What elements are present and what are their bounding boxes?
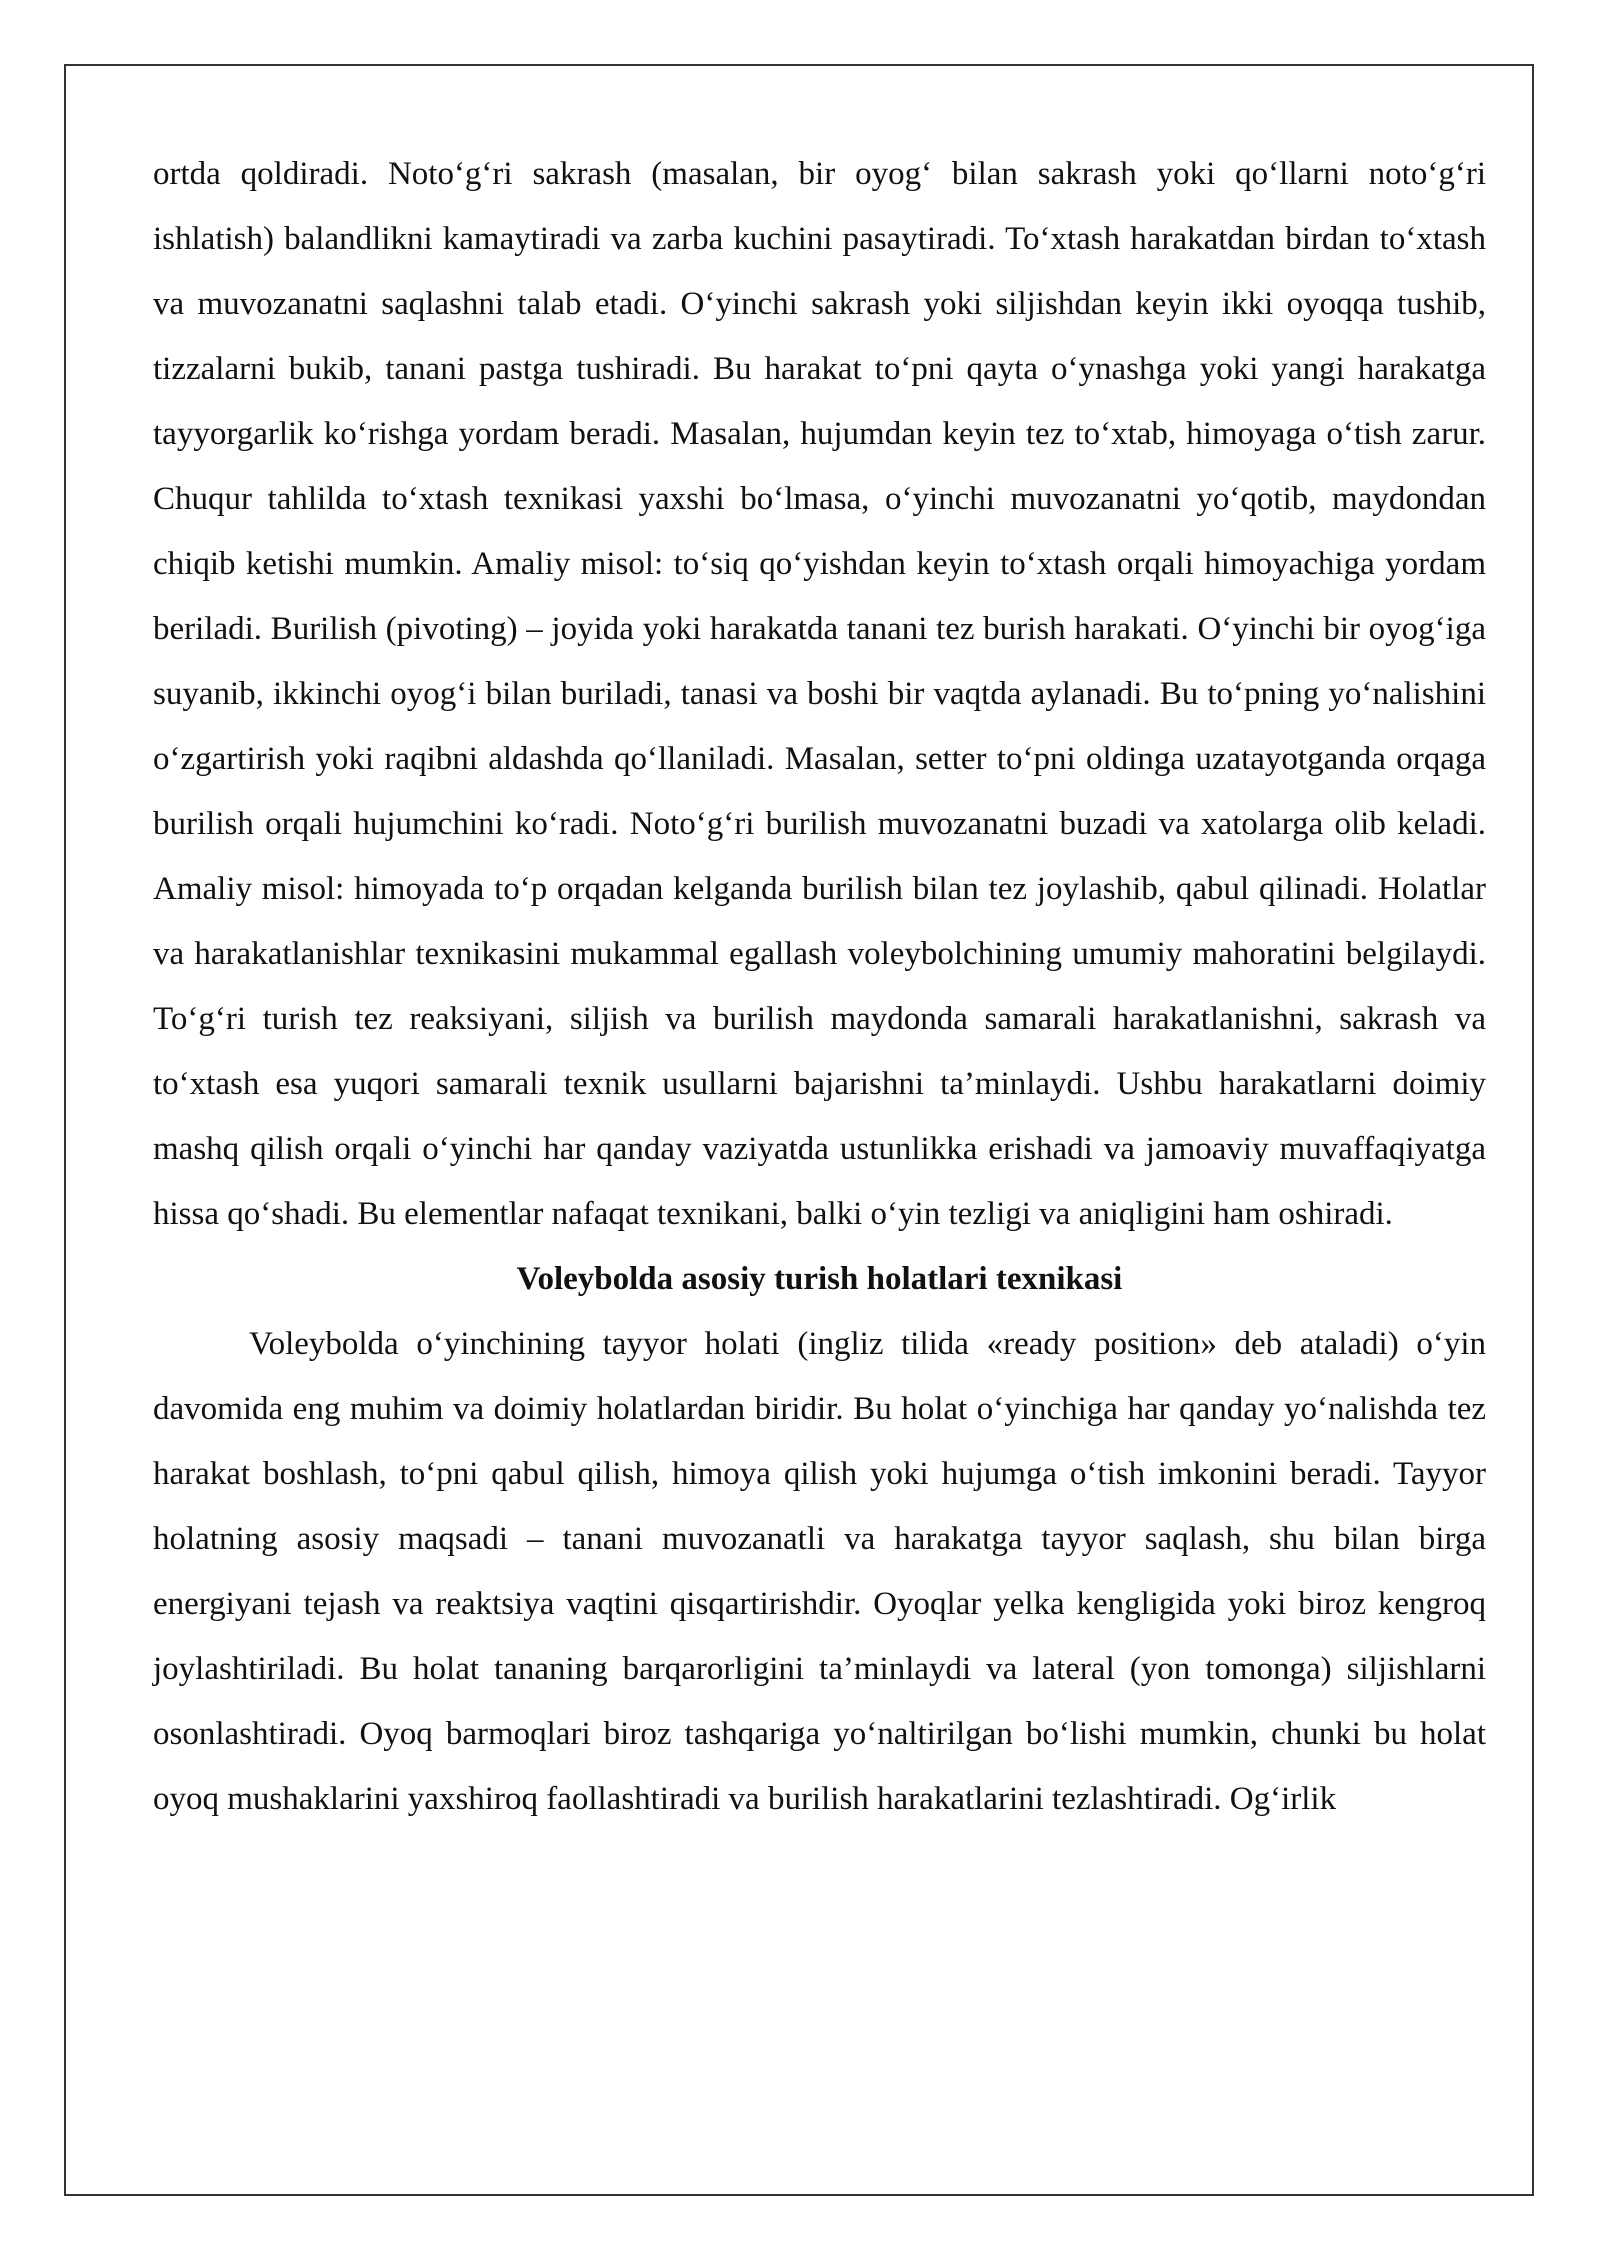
section-heading: Voleybolda asosiy turish holatlari texnikasi <box>516 1261 1123 1297</box>
body-paragraph-continued: ortda qoldiradi. Noto‘g‘ri sakrash (masalan, bir oyog‘ bilan sakrash yoki qo‘llarni noto‘g‘ri ishlatish) balandlikni kamaytiradi va zarba kuchini pasaytiradi. To‘xtash harakatdan birdan to‘xtash va muvozanatni saqlashni talab etadi. O‘yinchi sakrash yoki siljishdan keyin ikki oyoqqa tushib, tizzalarni bukib, tanani pastga tushiradi. Bu harakat to‘pni qayta o‘ynashga yoki yangi harakatga tayyorgarlik ko‘rishga yordam beradi. Masalan, hujumdan keyin tez to‘xtab, himoyaga o‘tish zarur. Chuqur tahlilda to‘xtash texnikasi yaxshi bo‘lmasa, o‘yinchi muvozanatni yo‘qotib, maydondan chiqib ketishi mumkin. Amaliy misol: to‘siq qo‘yishdan keyin to‘xtash orqali himoyachiga yordam beriladi. Burilish (pivoting) – joyida yoki harakatda tanani tez burish harakati. O‘yinchi bir oyog‘iga suyanib, ikkinchi oyog‘i bilan buriladi, tanasi va boshi bir vaqtda aylanadi. Bu to‘pning yo‘nalishini o‘zgartirish yoki raqibni aldashda qo‘llaniladi. Masalan, setter to‘pni oldinga uzatayotganda orqaga burilish orqali hujumchini ko‘radi. Noto‘g‘ri burilish muvozanatni buzadi va xatolarga olib keladi. Amaliy misol: himoyada to‘p orqadan kelganda burilish bilan tez joylashib, qabul qilinadi. Holatlar va harakatlanishlar texnikasini mukammal egallash voleybolchining umumiy mahoratini belgilaydi. To‘g‘ri turish tez reaksiyani, siljish va burilish maydonda samarali harakatlanishni, sakrash va to‘xtash esa yuqori samarali texnik usullarni bajarishni ta’minlaydi. Ushbu harakatlarni doimiy mashq qilish orqali o‘yinchi har qanday vaziyatda ustunlikka erishadi va jamoaviy muvaffaqiyatga hissa qo‘shadi. Bu elementlar nafaqat texnikani, balki o‘yin tezligi va aniqligini ham oshiradi. <box>153 156 1486 1232</box>
page-content <box>153 142 1486 1832</box>
body-paragraph-ready-position: Voleybolda o‘yinchining tayyor holati (ingliz tilida «ready position» deb ataladi) o‘yin davomida eng muhim va doimiy holatlardan biridir. Bu holat o‘yinchiga har qanday yo‘nalishda tez harakat boshlash, to‘pni qabul qilish, himoya qilish yoki hujumga o‘tish imkonini beradi. Tayyor holatning asosiy maqsadi – tanani muvozanatli va harakatga tayyor saqlash, shu bilan birga energiyani tejash va reaktsiya vaqtini qisqartirishdir. Oyoqlar yelka kengligida yoki biroz kengroq joylashtiriladi. Bu holat tananing barqarorligini ta’minlaydi va lateral (yon tomonga) siljishlarni osonlashtiradi. Oyoq barmoqlari biroz tashqariga yo‘naltirilgan bo‘lishi mumkin, chunki bu holat oyoq mushaklarini yaxshiroq faollashtiradi va burilish harakatlarini tezlashtiradi. Og‘irlik <box>153 1326 1486 1817</box>
